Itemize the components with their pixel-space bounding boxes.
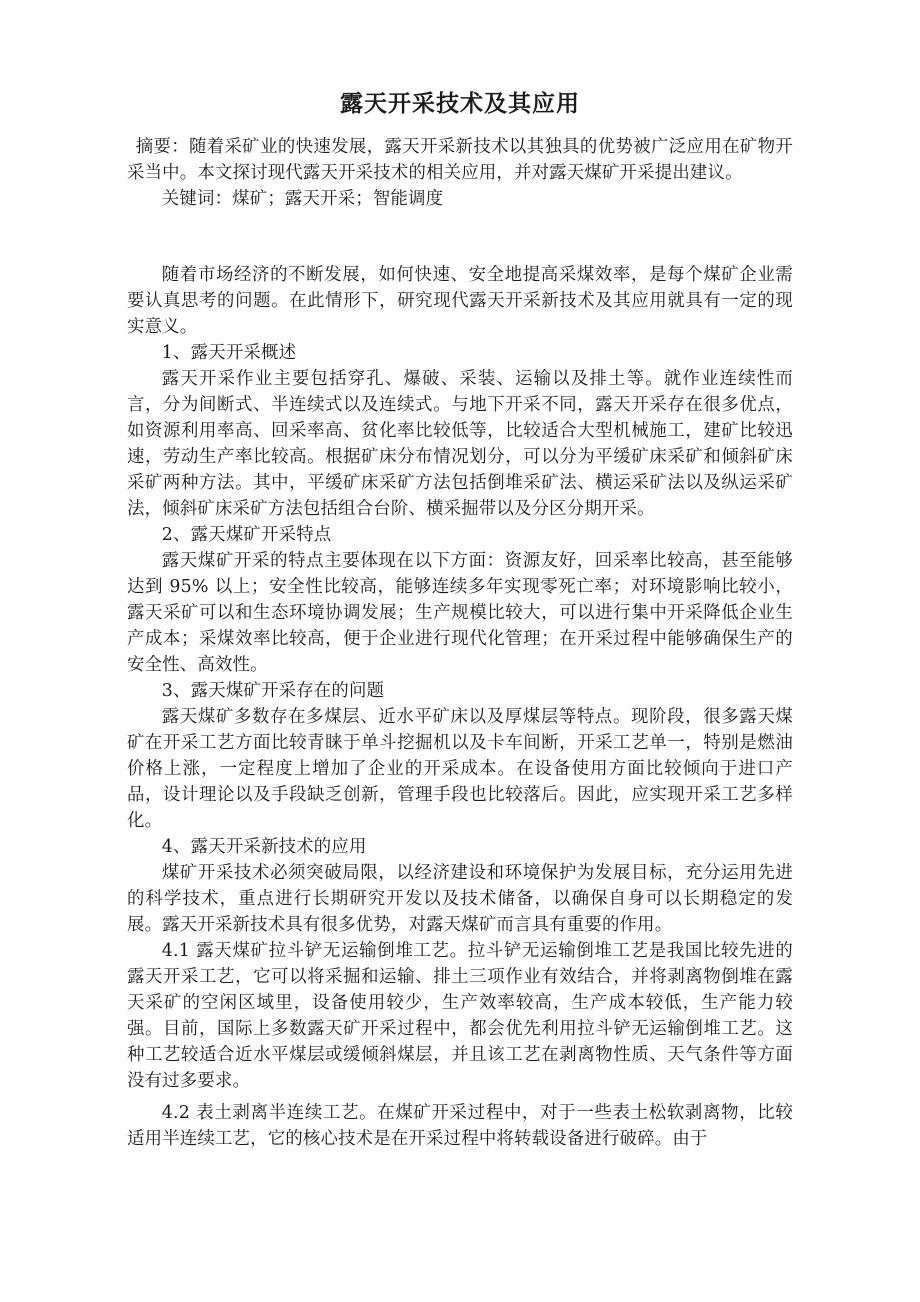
keywords: 关键词：煤矿；露天开采；智能调度 [161, 189, 444, 209]
abstract: 摘要：随着采矿业的快速发展，露天开采新技术以其独具的优势被广泛应用在矿物开采当中。本文探讨现代露天开采技术的相关应用，并对露天煤矿开采提出建议。 [127, 137, 793, 183]
intro-paragraph: 随着市场经济的不断发展，如何快速、安全地提高采煤效率，是每个煤矿企业需要认真思考的问题。在此情形下，研究现代露天开采新技术及其应用就具有一定的现实意义。 [127, 265, 793, 337]
section-body: 露天开采作业主要包括穿孔、爆破、采装、运输以及排土等。就作业连续性而言，分为间断式、半连续式以及连续式。与地下开采不同，露天开采存在很多优点，如资源利用率高、回采率高、贫化率比较低等，比较适合大型机械施工，建矿比较迅速，劳动生产率比较高。根据矿床分布情况划分，可以分为平缓矿床采矿和倾斜矿床采矿两种方法。其中，平缓矿床采矿方法包括倒堆采矿法、横运采矿法以及纵运采矿法，倾斜矿床采矿方法包括组合台阶、横采掘带以及分区分期开采。 [127, 369, 793, 519]
document-page [127, 88, 793, 1152]
section-heading: 4、露天开采新技术的应用 [161, 837, 367, 857]
section-heading: 3、露天煤矿开采存在的问题 [161, 681, 385, 701]
subsection-paragraph: 4.1 露天煤矿拉斗铲无运输倒堆工艺。拉斗铲无运输倒堆工艺是我国比较先进的露天开采工艺，它可以将采掘和运输、排土三项作业有效结合，并将剥离物倒堆在露天采矿的空闲区域里，设备使用较少，生产效率较高，生产成本较低，生产能力较强。目前，国际上多数露天矿开采过程中，都会优先利用拉斗铲无运输倒堆工艺。这种工艺较适合近水平煤层或缓倾斜煤层，并且该工艺在剥离物性质、天气条件等方面没有过多要求。 [127, 941, 793, 1091]
subsection-paragraph: 4.2 表土剥离半连续工艺。在煤矿开采过程中，对于一些表土松软剥离物，比较适用半连续工艺，它的核心技术是在开采过程中将转载设备进行破碎。由于 [127, 1103, 793, 1149]
spacer [127, 212, 793, 262]
section-heading: 1、露天开采概述 [161, 343, 297, 363]
section-body: 露天煤矿多数存在多煤层、近水平矿床以及厚煤层等特点。现阶段，很多露天煤矿在开采工艺方面比较青睐于单斗挖掘机以及卡车间断，开采工艺单一，特别是燃油价格上涨，一定程度上增加了企业的开采成本。在设备使用方面比较倾向于进口产品，设计理论以及手段缺乏创新，管理手段也比较落后。因此，应实现开采工艺多样化。 [127, 707, 793, 831]
document-title: 露天开采技术及其应用 [340, 91, 580, 117]
section-heading: 2、露天煤矿开采特点 [161, 525, 332, 545]
section-body: 露天煤矿开采的特点主要体现在以下方面：资源友好，回采率比较高，甚至能够达到 95% 以上；安全性比较高，能够连续多年实现零死亡率；对环境影响比较小，露天采矿可以和生态环境协调发展；生产规模比较大，可以进行集中开采降低企业生产成本；采煤效率比较高，便于企业进行现代化管理；在开采过程中能够确保生产的安全性、高效性。 [127, 551, 793, 675]
section-body: 煤矿开采技术必须突破局限，以经济建设和环境保护为发展目标，充分运用先进的科学技术，重点进行长期研究开发以及技术储备，以确保自身可以长期稳定的发展。露天开采新技术具有很多优势，对露天煤矿而言具有重要的作用。 [127, 863, 793, 935]
